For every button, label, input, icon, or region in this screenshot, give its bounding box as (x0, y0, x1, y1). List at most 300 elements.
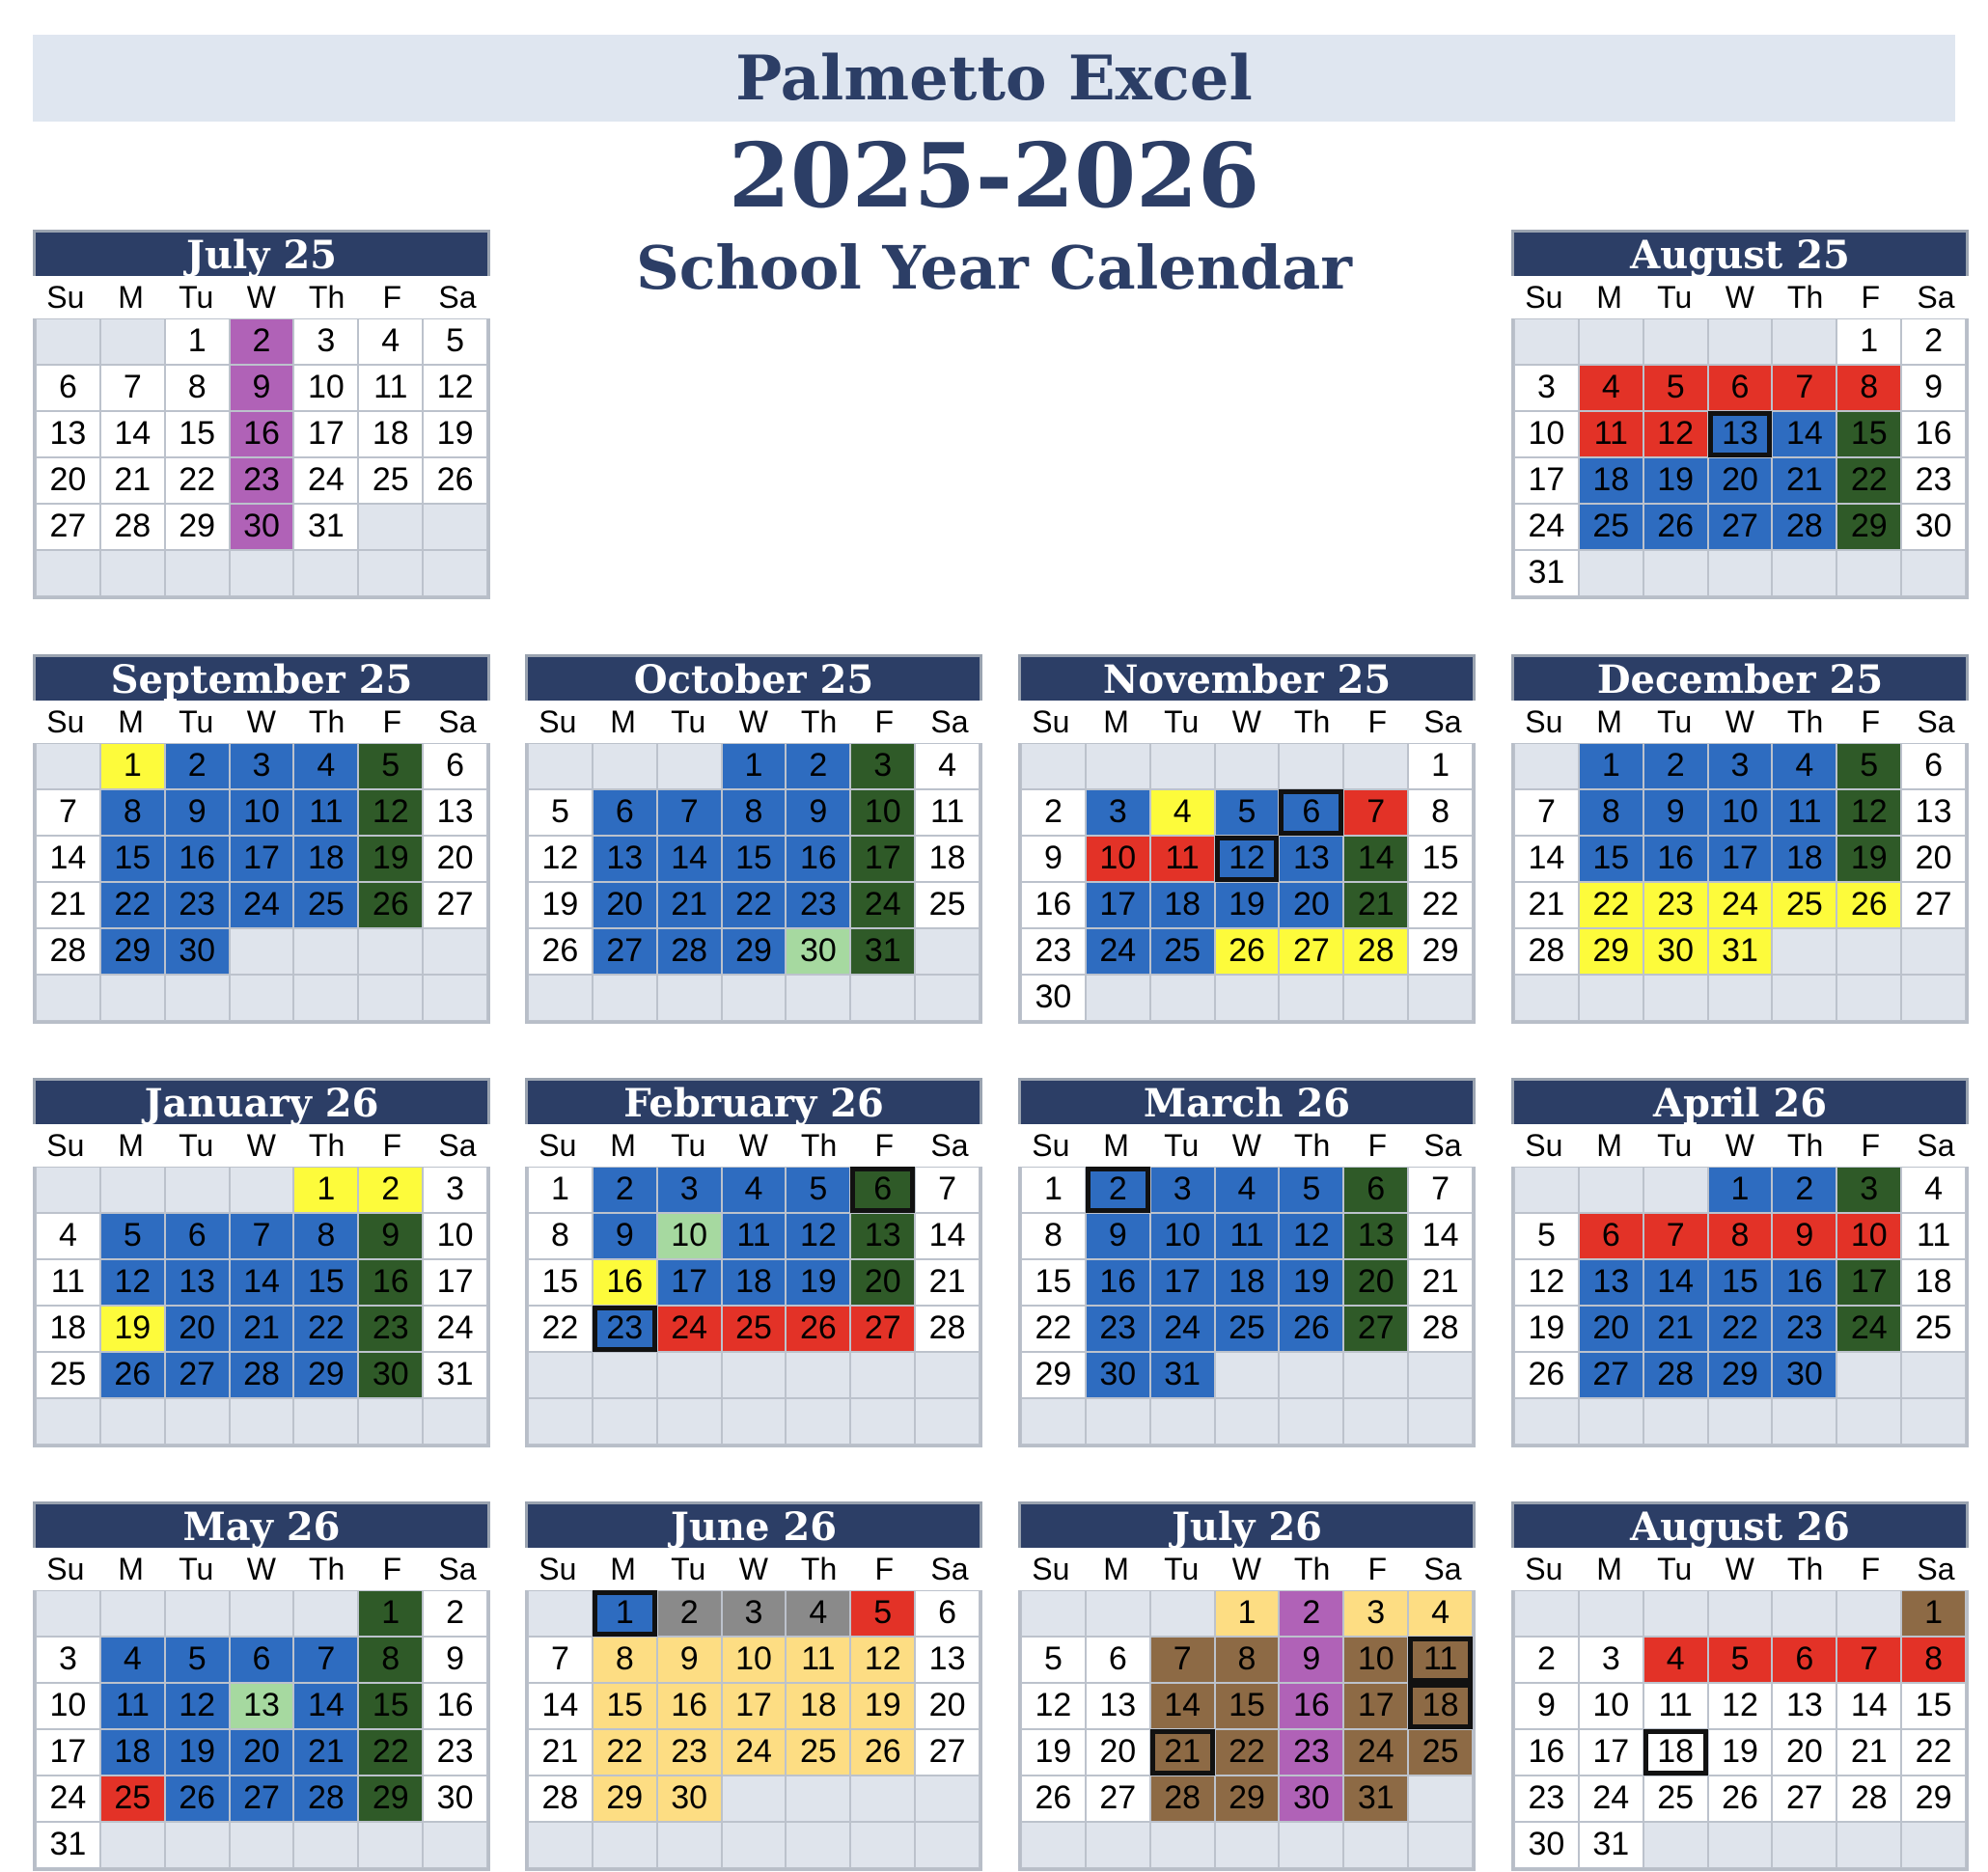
day-cell[interactable]: 22 (100, 882, 165, 928)
day-cell[interactable]: 3 (1343, 1590, 1408, 1637)
day-cell[interactable]: 3 (657, 1167, 722, 1213)
day-cell[interactable]: 13 (36, 411, 100, 457)
day-cell[interactable]: 8 (1579, 789, 1643, 836)
day-cell[interactable]: 1 (1901, 1590, 1966, 1637)
day-cell[interactable]: 20 (423, 836, 487, 882)
day-cell[interactable]: 1 (1579, 743, 1643, 789)
day-cell[interactable]: 6 (1343, 1167, 1408, 1213)
day-cell[interactable]: 11 (1408, 1637, 1473, 1683)
day-cell[interactable]: 4 (1150, 789, 1215, 836)
day-cell[interactable]: 26 (358, 882, 423, 928)
day-cell[interactable]: 19 (1021, 1729, 1086, 1776)
day-cell[interactable]: 5 (528, 789, 593, 836)
day-cell[interactable]: 9 (230, 365, 294, 411)
day-cell[interactable]: 1 (293, 1167, 358, 1213)
day-cell[interactable]: 9 (1279, 1637, 1343, 1683)
day-cell[interactable]: 16 (1279, 1683, 1343, 1729)
day-cell[interactable]: 30 (1643, 928, 1708, 975)
day-cell[interactable]: 12 (1215, 836, 1280, 882)
day-cell[interactable]: 19 (165, 1729, 230, 1776)
day-cell[interactable]: 19 (100, 1306, 165, 1352)
day-cell[interactable]: 6 (1579, 1213, 1643, 1259)
day-cell[interactable]: 10 (230, 789, 294, 836)
day-cell[interactable]: 22 (1215, 1729, 1280, 1776)
day-cell[interactable]: 22 (1708, 1306, 1773, 1352)
day-cell[interactable]: 21 (100, 457, 165, 504)
day-cell[interactable]: 18 (1772, 836, 1836, 882)
day-cell[interactable]: 16 (230, 411, 294, 457)
day-cell[interactable]: 10 (722, 1637, 787, 1683)
day-cell[interactable]: 26 (1643, 504, 1708, 550)
day-cell[interactable]: 24 (423, 1306, 487, 1352)
day-cell[interactable]: 30 (1086, 1352, 1150, 1398)
day-cell[interactable]: 10 (657, 1213, 722, 1259)
day-cell[interactable]: 10 (1836, 1213, 1901, 1259)
day-cell[interactable]: 6 (165, 1213, 230, 1259)
day-cell[interactable]: 2 (657, 1590, 722, 1637)
day-cell[interactable]: 16 (1772, 1259, 1836, 1306)
day-cell[interactable]: 12 (423, 365, 487, 411)
day-cell[interactable]: 7 (1836, 1637, 1901, 1683)
day-cell[interactable]: 2 (1901, 318, 1966, 365)
day-cell[interactable]: 16 (657, 1683, 722, 1729)
day-cell[interactable]: 24 (1086, 928, 1150, 975)
day-cell[interactable]: 29 (1215, 1776, 1280, 1822)
day-cell[interactable]: 1 (100, 743, 165, 789)
day-cell[interactable]: 18 (358, 411, 423, 457)
day-cell[interactable]: 7 (100, 365, 165, 411)
day-cell[interactable]: 22 (293, 1306, 358, 1352)
day-cell[interactable]: 26 (1836, 882, 1901, 928)
day-cell[interactable]: 15 (1408, 836, 1473, 882)
day-cell[interactable]: 29 (722, 928, 787, 975)
day-cell[interactable]: 1 (1021, 1167, 1086, 1213)
day-cell[interactable]: 10 (423, 1213, 487, 1259)
day-cell[interactable]: 8 (293, 1213, 358, 1259)
day-cell[interactable]: 25 (915, 882, 980, 928)
day-cell[interactable]: 11 (36, 1259, 100, 1306)
day-cell[interactable]: 22 (1836, 457, 1901, 504)
day-cell[interactable]: 6 (230, 1637, 294, 1683)
day-cell[interactable]: 10 (1579, 1683, 1643, 1729)
day-cell[interactable]: 31 (293, 504, 358, 550)
day-cell[interactable]: 1 (165, 318, 230, 365)
day-cell[interactable]: 13 (230, 1683, 294, 1729)
day-cell[interactable]: 6 (1086, 1637, 1150, 1683)
day-cell[interactable]: 27 (1086, 1776, 1150, 1822)
day-cell[interactable]: 23 (786, 882, 850, 928)
day-cell[interactable]: 22 (1901, 1729, 1966, 1776)
day-cell[interactable]: 10 (1150, 1213, 1215, 1259)
day-cell[interactable]: 12 (1643, 411, 1708, 457)
day-cell[interactable]: 1 (722, 743, 787, 789)
day-cell[interactable]: 22 (722, 882, 787, 928)
day-cell[interactable]: 27 (1279, 928, 1343, 975)
day-cell[interactable]: 30 (1772, 1352, 1836, 1398)
day-cell[interactable]: 28 (1150, 1776, 1215, 1822)
day-cell[interactable]: 24 (36, 1776, 100, 1822)
day-cell[interactable]: 25 (36, 1352, 100, 1398)
day-cell[interactable]: 16 (786, 836, 850, 882)
day-cell[interactable]: 14 (293, 1683, 358, 1729)
day-cell[interactable]: 12 (165, 1683, 230, 1729)
day-cell[interactable]: 8 (100, 789, 165, 836)
day-cell[interactable]: 14 (1836, 1683, 1901, 1729)
day-cell[interactable]: 4 (1408, 1590, 1473, 1637)
day-cell[interactable]: 12 (358, 789, 423, 836)
day-cell[interactable]: 12 (1279, 1213, 1343, 1259)
day-cell[interactable]: 15 (100, 836, 165, 882)
day-cell[interactable]: 28 (657, 928, 722, 975)
day-cell[interactable]: 5 (1215, 789, 1280, 836)
day-cell[interactable]: 10 (850, 789, 915, 836)
day-cell[interactable]: 4 (1772, 743, 1836, 789)
day-cell[interactable]: 11 (1215, 1213, 1280, 1259)
day-cell[interactable]: 6 (1772, 1637, 1836, 1683)
day-cell[interactable]: 22 (165, 457, 230, 504)
day-cell[interactable]: 2 (1772, 1167, 1836, 1213)
day-cell[interactable]: 28 (1772, 504, 1836, 550)
day-cell[interactable]: 18 (915, 836, 980, 882)
day-cell[interactable]: 26 (100, 1352, 165, 1398)
day-cell[interactable]: 23 (1021, 928, 1086, 975)
day-cell[interactable]: 28 (528, 1776, 593, 1822)
day-cell[interactable]: 31 (1343, 1776, 1408, 1822)
day-cell[interactable]: 7 (1150, 1637, 1215, 1683)
day-cell[interactable]: 21 (528, 1729, 593, 1776)
day-cell[interactable]: 16 (358, 1259, 423, 1306)
day-cell[interactable]: 9 (165, 789, 230, 836)
day-cell[interactable]: 9 (358, 1213, 423, 1259)
day-cell[interactable]: 17 (1514, 457, 1579, 504)
day-cell[interactable]: 25 (1643, 1776, 1708, 1822)
day-cell[interactable]: 14 (1772, 411, 1836, 457)
day-cell[interactable]: 24 (722, 1729, 787, 1776)
day-cell[interactable]: 30 (230, 504, 294, 550)
day-cell[interactable]: 5 (1836, 743, 1901, 789)
day-cell[interactable]: 27 (1579, 1352, 1643, 1398)
day-cell[interactable]: 4 (1901, 1167, 1966, 1213)
day-cell[interactable]: 31 (1708, 928, 1773, 975)
day-cell[interactable]: 19 (423, 411, 487, 457)
day-cell[interactable]: 5 (100, 1213, 165, 1259)
day-cell[interactable]: 2 (786, 743, 850, 789)
day-cell[interactable]: 27 (230, 1776, 294, 1822)
day-cell[interactable]: 13 (1279, 836, 1343, 882)
day-cell[interactable]: 31 (1514, 550, 1579, 596)
day-cell[interactable]: 13 (593, 836, 657, 882)
day-cell[interactable]: 27 (1708, 504, 1773, 550)
day-cell[interactable]: 19 (1514, 1306, 1579, 1352)
day-cell[interactable]: 30 (1021, 975, 1086, 1021)
day-cell[interactable]: 19 (1643, 457, 1708, 504)
day-cell[interactable]: 23 (1086, 1306, 1150, 1352)
day-cell[interactable]: 25 (1215, 1306, 1280, 1352)
day-cell[interactable]: 8 (1408, 789, 1473, 836)
day-cell[interactable]: 2 (423, 1590, 487, 1637)
day-cell[interactable]: 17 (230, 836, 294, 882)
day-cell[interactable]: 11 (1579, 411, 1643, 457)
day-cell[interactable]: 29 (1901, 1776, 1966, 1822)
day-cell[interactable]: 15 (528, 1259, 593, 1306)
day-cell[interactable]: 25 (786, 1729, 850, 1776)
day-cell[interactable]: 21 (657, 882, 722, 928)
day-cell[interactable]: 17 (657, 1259, 722, 1306)
day-cell[interactable]: 25 (1408, 1729, 1473, 1776)
day-cell[interactable]: 4 (722, 1167, 787, 1213)
day-cell[interactable]: 19 (528, 882, 593, 928)
day-cell[interactable]: 4 (100, 1637, 165, 1683)
day-cell[interactable]: 2 (1279, 1590, 1343, 1637)
day-cell[interactable]: 26 (528, 928, 593, 975)
day-cell[interactable]: 24 (1836, 1306, 1901, 1352)
day-cell[interactable]: 22 (358, 1729, 423, 1776)
day-cell[interactable]: 15 (1836, 411, 1901, 457)
day-cell[interactable]: 11 (100, 1683, 165, 1729)
day-cell[interactable]: 8 (722, 789, 787, 836)
day-cell[interactable]: 23 (165, 882, 230, 928)
day-cell[interactable]: 2 (165, 743, 230, 789)
day-cell[interactable]: 27 (1901, 882, 1966, 928)
day-cell[interactable]: 15 (1901, 1683, 1966, 1729)
day-cell[interactable]: 29 (1579, 928, 1643, 975)
day-cell[interactable]: 20 (1086, 1729, 1150, 1776)
day-cell[interactable]: 20 (1579, 1306, 1643, 1352)
day-cell[interactable]: 20 (165, 1306, 230, 1352)
day-cell[interactable]: 31 (1579, 1822, 1643, 1868)
day-cell[interactable]: 26 (423, 457, 487, 504)
day-cell[interactable]: 3 (423, 1167, 487, 1213)
day-cell[interactable]: 3 (293, 318, 358, 365)
day-cell[interactable]: 2 (358, 1167, 423, 1213)
day-cell[interactable]: 13 (1086, 1683, 1150, 1729)
day-cell[interactable]: 19 (1279, 1259, 1343, 1306)
day-cell[interactable]: 23 (1514, 1776, 1579, 1822)
day-cell[interactable]: 29 (165, 504, 230, 550)
day-cell[interactable]: 14 (1343, 836, 1408, 882)
day-cell[interactable]: 23 (657, 1729, 722, 1776)
day-cell[interactable]: 5 (358, 743, 423, 789)
day-cell[interactable]: 13 (1901, 789, 1966, 836)
day-cell[interactable]: 28 (100, 504, 165, 550)
day-cell[interactable]: 12 (1514, 1259, 1579, 1306)
day-cell[interactable]: 20 (1279, 882, 1343, 928)
day-cell[interactable]: 9 (657, 1637, 722, 1683)
day-cell[interactable]: 7 (230, 1213, 294, 1259)
day-cell[interactable]: 7 (657, 789, 722, 836)
day-cell[interactable]: 25 (1579, 504, 1643, 550)
day-cell[interactable]: 29 (358, 1776, 423, 1822)
day-cell[interactable]: 6 (593, 789, 657, 836)
day-cell[interactable]: 2 (1021, 789, 1086, 836)
day-cell[interactable]: 20 (36, 457, 100, 504)
day-cell[interactable]: 18 (722, 1259, 787, 1306)
day-cell[interactable]: 25 (722, 1306, 787, 1352)
day-cell[interactable]: 15 (1579, 836, 1643, 882)
day-cell[interactable]: 12 (1021, 1683, 1086, 1729)
day-cell[interactable]: 7 (36, 789, 100, 836)
day-cell[interactable]: 10 (1343, 1637, 1408, 1683)
day-cell[interactable]: 29 (293, 1352, 358, 1398)
day-cell[interactable]: 20 (850, 1259, 915, 1306)
day-cell[interactable]: 22 (1579, 882, 1643, 928)
day-cell[interactable]: 14 (36, 836, 100, 882)
day-cell[interactable]: 17 (293, 411, 358, 457)
day-cell[interactable]: 30 (657, 1776, 722, 1822)
day-cell[interactable]: 2 (1086, 1167, 1150, 1213)
day-cell[interactable]: 7 (1772, 365, 1836, 411)
day-cell[interactable]: 11 (786, 1637, 850, 1683)
day-cell[interactable]: 3 (1150, 1167, 1215, 1213)
day-cell[interactable]: 8 (358, 1637, 423, 1683)
day-cell[interactable]: 27 (1772, 1776, 1836, 1822)
day-cell[interactable]: 1 (1836, 318, 1901, 365)
day-cell[interactable]: 5 (786, 1167, 850, 1213)
day-cell[interactable]: 16 (1643, 836, 1708, 882)
day-cell[interactable]: 13 (423, 789, 487, 836)
day-cell[interactable]: 17 (850, 836, 915, 882)
day-cell[interactable]: 2 (1643, 743, 1708, 789)
day-cell[interactable]: 10 (36, 1683, 100, 1729)
day-cell[interactable]: 15 (1708, 1259, 1773, 1306)
day-cell[interactable]: 30 (423, 1776, 487, 1822)
day-cell[interactable]: 18 (100, 1729, 165, 1776)
day-cell[interactable]: 5 (850, 1590, 915, 1637)
day-cell[interactable]: 27 (1343, 1306, 1408, 1352)
day-cell[interactable]: 21 (1408, 1259, 1473, 1306)
day-cell[interactable]: 21 (1150, 1729, 1215, 1776)
day-cell[interactable]: 19 (1215, 882, 1280, 928)
day-cell[interactable]: 17 (1150, 1259, 1215, 1306)
day-cell[interactable]: 3 (1086, 789, 1150, 836)
day-cell[interactable]: 23 (423, 1729, 487, 1776)
day-cell[interactable]: 26 (165, 1776, 230, 1822)
day-cell[interactable]: 10 (1708, 789, 1773, 836)
day-cell[interactable]: 26 (1708, 1776, 1773, 1822)
day-cell[interactable]: 11 (915, 789, 980, 836)
day-cell[interactable]: 18 (36, 1306, 100, 1352)
day-cell[interactable]: 17 (423, 1259, 487, 1306)
day-cell[interactable]: 31 (1150, 1352, 1215, 1398)
day-cell[interactable]: 28 (1343, 928, 1408, 975)
day-cell[interactable]: 3 (850, 743, 915, 789)
day-cell[interactable]: 21 (1643, 1306, 1708, 1352)
day-cell[interactable]: 17 (36, 1729, 100, 1776)
day-cell[interactable]: 19 (1708, 1729, 1773, 1776)
day-cell[interactable]: 9 (593, 1213, 657, 1259)
day-cell[interactable]: 6 (915, 1590, 980, 1637)
day-cell[interactable]: 30 (165, 928, 230, 975)
day-cell[interactable]: 11 (293, 789, 358, 836)
day-cell[interactable]: 17 (1836, 1259, 1901, 1306)
day-cell[interactable]: 25 (1901, 1306, 1966, 1352)
day-cell[interactable]: 21 (230, 1306, 294, 1352)
day-cell[interactable]: 20 (1772, 1729, 1836, 1776)
day-cell[interactable]: 22 (593, 1729, 657, 1776)
day-cell[interactable]: 4 (293, 743, 358, 789)
day-cell[interactable]: 28 (230, 1352, 294, 1398)
day-cell[interactable]: 30 (358, 1352, 423, 1398)
day-cell[interactable]: 24 (1150, 1306, 1215, 1352)
day-cell[interactable]: 7 (528, 1637, 593, 1683)
day-cell[interactable]: 21 (1772, 457, 1836, 504)
day-cell[interactable]: 11 (1772, 789, 1836, 836)
day-cell[interactable]: 15 (593, 1683, 657, 1729)
day-cell[interactable]: 23 (1279, 1729, 1343, 1776)
day-cell[interactable]: 27 (423, 882, 487, 928)
day-cell[interactable]: 23 (1901, 457, 1966, 504)
day-cell[interactable]: 29 (100, 928, 165, 975)
day-cell[interactable]: 13 (1772, 1683, 1836, 1729)
day-cell[interactable]: 2 (593, 1167, 657, 1213)
day-cell[interactable]: 22 (1408, 882, 1473, 928)
day-cell[interactable]: 13 (915, 1637, 980, 1683)
day-cell[interactable]: 4 (786, 1590, 850, 1637)
day-cell[interactable]: 12 (100, 1259, 165, 1306)
day-cell[interactable]: 21 (1836, 1729, 1901, 1776)
day-cell[interactable]: 7 (1343, 789, 1408, 836)
day-cell[interactable]: 15 (1021, 1259, 1086, 1306)
day-cell[interactable]: 13 (1579, 1259, 1643, 1306)
day-cell[interactable]: 15 (358, 1683, 423, 1729)
day-cell[interactable]: 18 (1215, 1259, 1280, 1306)
day-cell[interactable]: 3 (1514, 365, 1579, 411)
day-cell[interactable]: 9 (1086, 1213, 1150, 1259)
day-cell[interactable]: 31 (850, 928, 915, 975)
day-cell[interactable]: 1 (528, 1167, 593, 1213)
day-cell[interactable]: 3 (1836, 1167, 1901, 1213)
day-cell[interactable]: 17 (722, 1683, 787, 1729)
day-cell[interactable]: 2 (230, 318, 294, 365)
day-cell[interactable]: 1 (593, 1590, 657, 1637)
day-cell[interactable]: 1 (1215, 1590, 1280, 1637)
day-cell[interactable]: 8 (1021, 1213, 1086, 1259)
day-cell[interactable]: 20 (1343, 1259, 1408, 1306)
day-cell[interactable]: 6 (423, 743, 487, 789)
day-cell[interactable]: 25 (1150, 928, 1215, 975)
day-cell[interactable]: 29 (1708, 1352, 1773, 1398)
day-cell[interactable]: 31 (423, 1352, 487, 1398)
day-cell[interactable]: 7 (1514, 789, 1579, 836)
day-cell[interactable]: 18 (293, 836, 358, 882)
day-cell[interactable]: 16 (593, 1259, 657, 1306)
day-cell[interactable]: 9 (1643, 789, 1708, 836)
day-cell[interactable]: 8 (1901, 1637, 1966, 1683)
day-cell[interactable]: 10 (1514, 411, 1579, 457)
day-cell[interactable]: 30 (1901, 504, 1966, 550)
day-cell[interactable]: 2 (1514, 1637, 1579, 1683)
day-cell[interactable]: 6 (1279, 789, 1343, 836)
day-cell[interactable]: 19 (1836, 836, 1901, 882)
day-cell[interactable]: 20 (1708, 457, 1773, 504)
day-cell[interactable]: 25 (1772, 882, 1836, 928)
day-cell[interactable]: 9 (1901, 365, 1966, 411)
day-cell[interactable]: 13 (1343, 1213, 1408, 1259)
day-cell[interactable]: 23 (1643, 882, 1708, 928)
day-cell[interactable]: 13 (165, 1259, 230, 1306)
day-cell[interactable]: 21 (36, 882, 100, 928)
day-cell[interactable]: 24 (230, 882, 294, 928)
day-cell[interactable]: 15 (293, 1259, 358, 1306)
day-cell[interactable]: 13 (1708, 411, 1773, 457)
day-cell[interactable]: 21 (915, 1259, 980, 1306)
day-cell[interactable]: 14 (1408, 1213, 1473, 1259)
day-cell[interactable]: 21 (1343, 882, 1408, 928)
day-cell[interactable]: 3 (36, 1637, 100, 1683)
day-cell[interactable]: 24 (1708, 882, 1773, 928)
day-cell[interactable]: 29 (593, 1776, 657, 1822)
day-cell[interactable]: 15 (1215, 1683, 1280, 1729)
